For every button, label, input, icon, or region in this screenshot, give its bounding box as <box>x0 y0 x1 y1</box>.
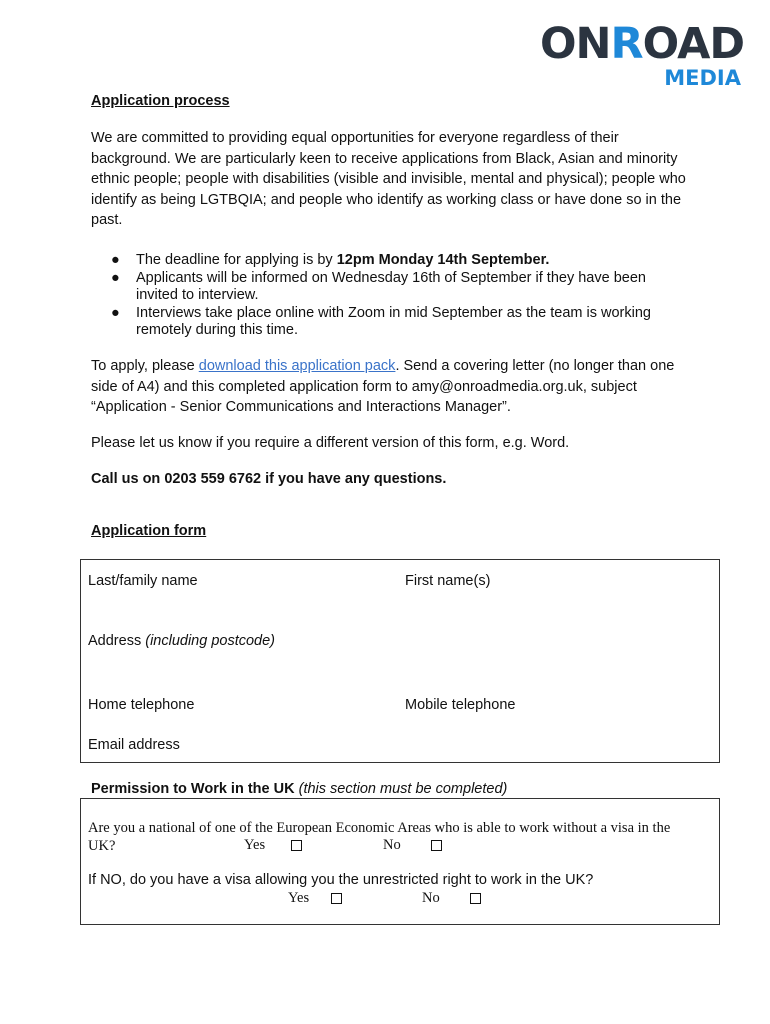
apply-paragraph: To apply, please download this application pack. Send a covering letter (no longer than one side of A4) and this completed application form to amy@onroadmedia.org.uk, subject “Application - Senior Communications and Interactions Manager”. <box>91 358 675 415</box>
key-dates-list <box>91 252 691 340</box>
call-us-note: Call us on 0203 559 6762 if you have any questions. <box>91 471 447 487</box>
version-note: Please let us know if you require a different version of this form, e.g. Word. <box>91 435 570 451</box>
intro-paragraph: We are committed to providing equal opportunities for everyone regardless of their background. We are particularly keen to receive applications from Black, Asian and minority ethnic people; people with disabilities (visible and invisible, mental and physical); people who identify as being LGTBQIA; and people who identify as working class or have done so in the past. <box>91 130 686 228</box>
visa-yes-label: Yes <box>288 890 310 906</box>
last-name-label: Last/family name <box>88 573 198 589</box>
email-address-label: Email address <box>88 737 180 753</box>
eea-no-checkbox[interactable] <box>431 840 442 851</box>
visa-yes-checkbox[interactable] <box>331 893 342 904</box>
permission-box <box>80 798 720 925</box>
permission-heading: Permission to Work in the UK (this section must be completed) <box>91 781 508 797</box>
eea-yes-label: Yes <box>244 837 266 853</box>
eea-yes-checkbox[interactable] <box>291 840 302 851</box>
application-process-heading: Application process <box>91 93 230 109</box>
personal-details-box <box>80 559 720 763</box>
eea-question: Are you a national of one of the European Economic Areas who is able to work without a visa in the UK? <box>88 820 671 854</box>
list-item: ● Applicants will be informed on Wednesday 16th of September if they have been invited to interview. <box>111 269 646 303</box>
list-item: ● The deadline for applying is by 12pm Monday 14th September. <box>111 252 550 268</box>
home-telephone-label: Home telephone <box>88 697 195 713</box>
logo-subtitle: MEDIA <box>664 66 741 90</box>
visa-question: If NO, do you have a visa allowing you the unrestricted right to work in the UK? <box>88 872 594 888</box>
logo-wordmark: ONROAD <box>540 19 745 69</box>
download-pack-link[interactable]: download this application pack <box>198 358 396 374</box>
eea-no-label: No <box>383 837 401 853</box>
onroad-media-logo <box>540 20 745 90</box>
mobile-telephone-label: Mobile telephone <box>405 697 516 713</box>
application-form-heading: Application form <box>91 523 207 539</box>
address-label: Address (including postcode) <box>88 633 276 649</box>
visa-no-label: No <box>422 890 440 906</box>
list-item: ● Interviews take place online with Zoom in mid September as the team is working remotely during this time. <box>111 304 651 338</box>
visa-no-checkbox[interactable] <box>470 893 481 904</box>
first-name-label: First name(s) <box>405 573 491 589</box>
